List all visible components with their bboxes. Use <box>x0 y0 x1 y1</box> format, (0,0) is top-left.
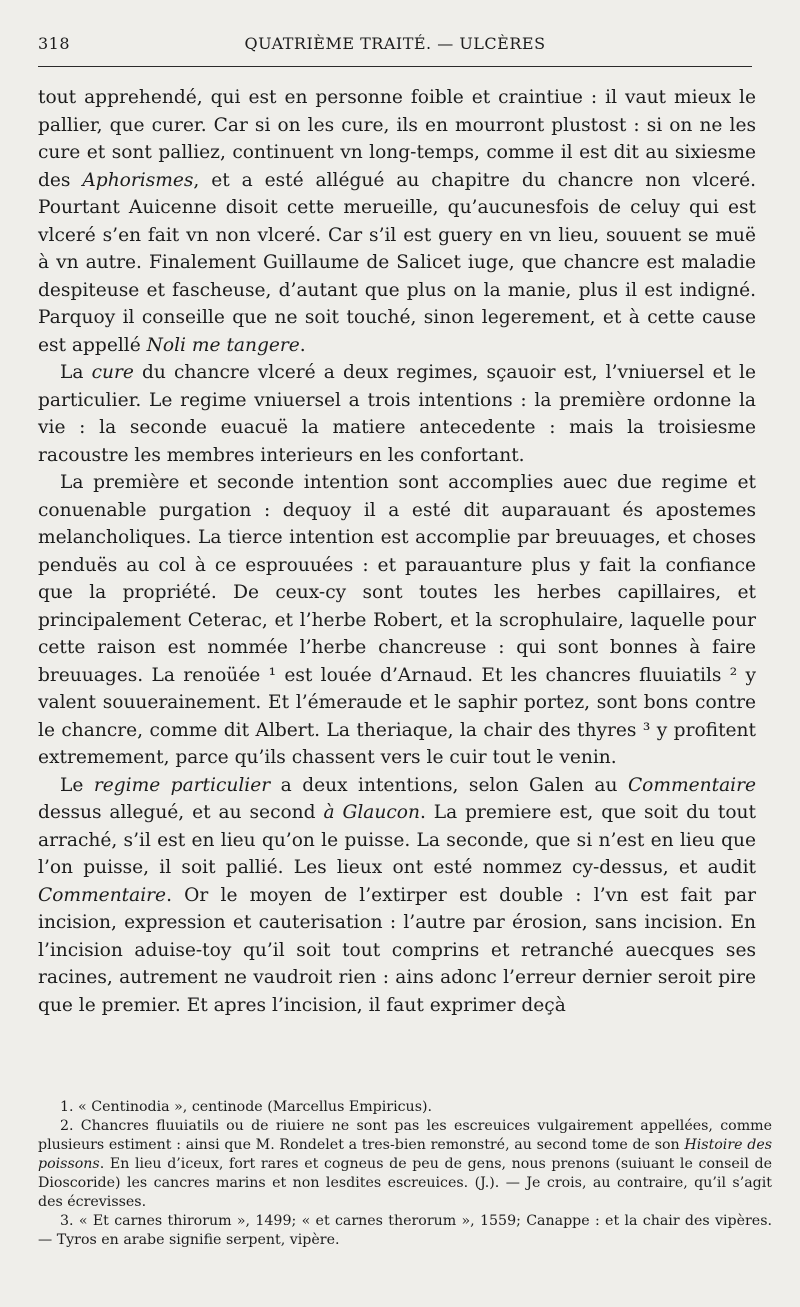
text-run: a deux intentions, selon Galen au <box>270 774 628 796</box>
text-run: tout apprehendé, qui est en personne foible et craintiue : il vaut mieux le pallier, que curer. Car si on les cure, ils en mourront plustost : si on ne les cure et sont palliez, continuent vn long-temps, comme il est dit au sixiesme des <box>38 87 756 191</box>
footnote <box>38 1098 772 1117</box>
text-run: dessus allegué, et au second <box>38 802 324 823</box>
italic-text: Aphorismes <box>82 169 194 191</box>
italic-text: regime particulier <box>93 774 271 796</box>
text-run: La première et seconde intention sont accomplies auec due regime et conuenable purgation : dequoy il a esté dit auparauant és apostemes melancholiques. La tierce intention est accomplie par breuuages, et choses penduës au col à ce esprouuées : et parauanture plus y fait la confiance que la propriété. De ceux-cy sont toutes les herbes capillaires, et principalement Ceterac, et l’herbe Robert, et la scrophulaire, laquelle pour cette raison est nommée l’herbe chancreuse : qui sont bonnes à faire breuuages. La renoüée ¹ est louée d’Arnaud. Et les chancres fluuiatils ² y valent souuerainement. Et l’émeraude et le saphir portez, sont bons contre le chancre, comme dit Albert. La theriaque, la chair des thyres ³ y profitent extremement, parce qu’ils chassent vers le cuir tout le venin. <box>38 472 756 768</box>
footnote <box>38 1117 772 1212</box>
text-run: . En lieu d’iceux, fort rares et cogneus de peu de gens, nous prenons (suiuant le conseil de Dioscoride) les cancres marins et non lesdites escreuices. (J.). — Je crois, au contraire, qu’il s’agit des écrevisses. <box>38 1156 772 1210</box>
text-run: La <box>60 362 92 383</box>
page-number: 318 <box>38 34 71 53</box>
italic-text: Commentaire <box>627 774 756 796</box>
header-rule <box>38 66 752 67</box>
text-run: . Or le moyen de l’extirper est double : l’vn est fait par incision, expression et cauterisation : l’autre par érosion, sans incision. En l’incision aduise-toy qu’il soit tout comprins et retranché auecques ses racines, autrement ne vaudroit rien : ains adonc l’erreur dernier seroit pire que le premier. Et apres l’incision, il faut exprimer deçà <box>38 884 756 1016</box>
text-run: Le <box>60 774 94 796</box>
body-paragraph <box>38 469 756 772</box>
text-run: , et a esté allégué au chapitre du chancre non vlceré. Pourtant Auicenne disoit cette merueille, qu’aucunesfois de celuy qui est vlceré s’en fait vn non vlceré. Car s’il est guery en vn lieu, souuent se muë à vn autre. Finalement Guillaume de Salicet iuge, que chancre est maladie despiteuse et fascheuse, d’autant que plus on la manie, plus il est indigné. Parquoy il conseille que ne soit touché, sinon legerement, et à cette cause est appellé <box>38 169 756 356</box>
text-run: . <box>299 334 306 356</box>
body-paragraph <box>38 84 756 359</box>
body-paragraph <box>38 772 756 1020</box>
text-run: 1. « Centinodia », centinode (Marcellus Empiricus). <box>60 1099 433 1115</box>
body-paragraph <box>38 359 756 469</box>
footnotes <box>38 1098 772 1250</box>
page-header <box>38 30 752 64</box>
italic-text: cure <box>91 362 134 383</box>
text-run: 2. Chancres fluuiatils ou de riuiere ne sont pas les escreuices vulgairement appellées, comme plusieurs estiment : ainsi que M. Rondelet a tres-bien remonstré, au second tome de son <box>38 1118 772 1153</box>
running-title: QUATRIÈME TRAITÉ. — ULCÈRES <box>244 34 546 53</box>
italic-text: Noli me tangere <box>146 334 300 356</box>
text-run: . La premiere est, que soit du tout arraché, s’il est en lieu qu’on le puisse. La seconde, que si n’est en lieu que l’on puisse, il soit pallié. Les lieux ont esté nommez cy-dessus, et audit <box>38 802 756 878</box>
italic-text: Histoire des poissons <box>38 1137 772 1172</box>
footnote <box>38 1212 772 1250</box>
text-run: 3. « Et carnes thirorum », 1499; « et carnes therorum », 1559; Canappe : et la chair des vipères. — Tyros en arabe signifie serpent, vipère. <box>38 1213 772 1248</box>
italic-text: à Glaucon <box>323 802 420 823</box>
text-run: du chancre vlceré a deux regimes, sçauoir est, l’vniuersel et le particulier. Le regime vniuersel a trois intentions : la première ordonne la vie : la seconde euacuë la matiere antecedente : mais la troisiesme racoustre les membres interieurs en les confortant. <box>38 362 757 466</box>
italic-text: Commentaire <box>38 884 167 906</box>
body-text <box>38 84 756 1019</box>
